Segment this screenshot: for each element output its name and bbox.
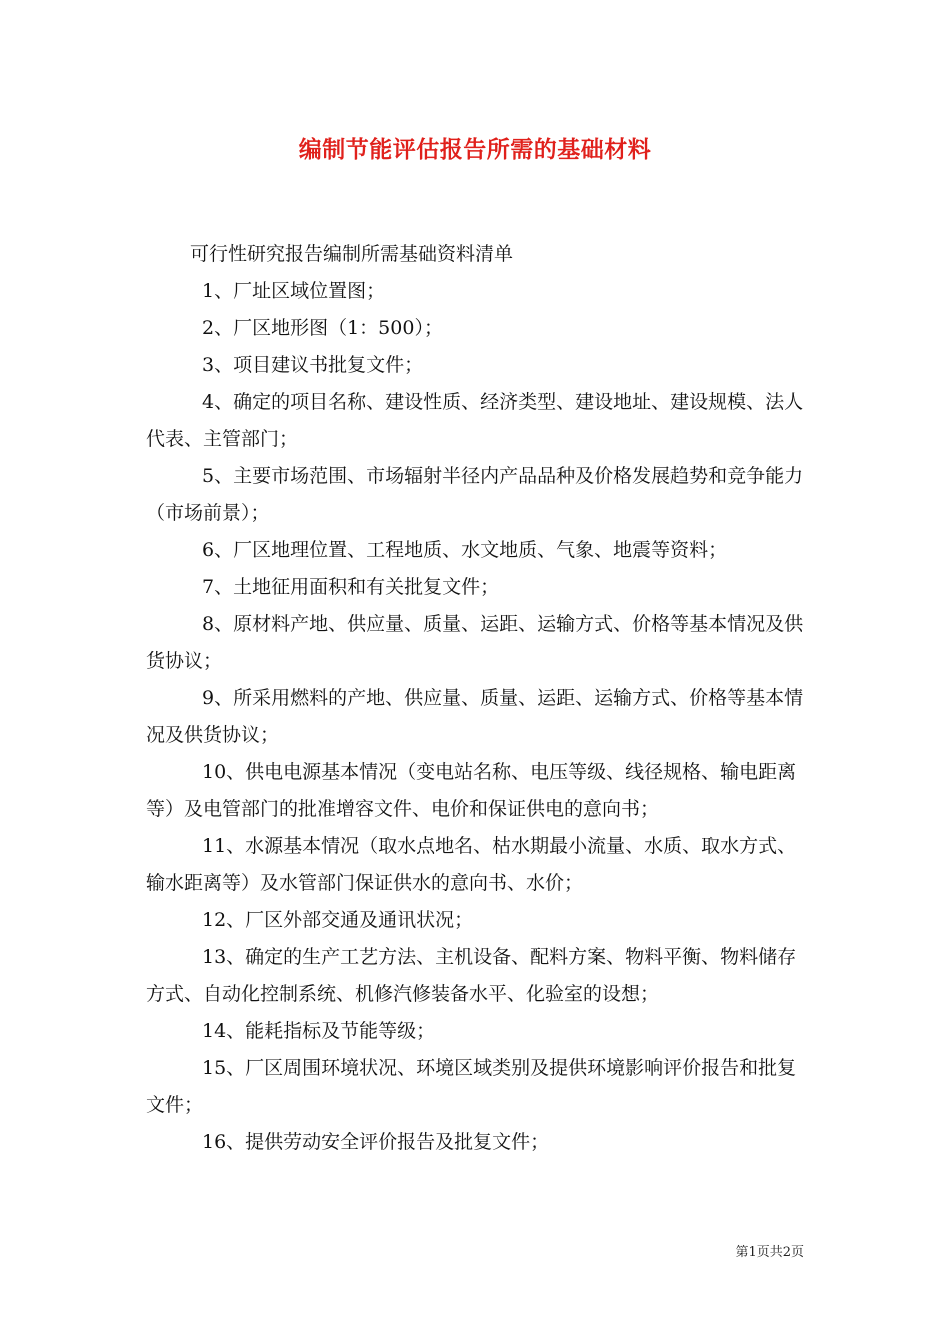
list-item: 9、所采用燃料的产地、供应量、质量、运距、运输方式、价格等基本情况及供货协议； xyxy=(146,687,804,746)
list-item: 13、确定的生产工艺方法、主机设备、配料方案、物料平衡、物料储存方式、自动化控制系统、机修汽修装备水平、化验室的设想； xyxy=(146,946,797,1005)
list-item: 2、厂区地形图（1：500）； xyxy=(202,317,443,339)
list-item: 4、确定的项目名称、建设性质、经济类型、建设地址、建设规模、法人代表、主管部门； xyxy=(146,391,804,450)
list-item: 14、能耗指标及节能等级； xyxy=(202,1020,436,1042)
document-body xyxy=(146,236,810,1161)
list-item: 7、土地征用面积和有关批复文件； xyxy=(202,576,500,598)
list-item: 1、厂址区域位置图； xyxy=(202,280,386,302)
list-item: 3、项目建议书批复文件； xyxy=(202,354,424,376)
list-item: 11、水源基本情况（取水点地名、枯水期最小流量、水质、取水方式、输水距离等）及水管部门保证供水的意向书、水价； xyxy=(146,835,797,894)
list-item: 5、主要市场范围、市场辐射半径内产品品种及价格发展趋势和竞争能力（市场前景）； xyxy=(146,465,804,524)
list-item: 12、厂区外部交通及通讯状况； xyxy=(202,909,474,931)
list-item: 8、原材料产地、供应量、质量、运距、运输方式、价格等基本情况及供货协议； xyxy=(146,613,804,672)
list-item: 6、厂区地理位置、工程地质、水文地质、气象、地震等资料； xyxy=(202,539,728,561)
list-intro: 可行性研究报告编制所需基础资料清单 xyxy=(190,243,514,265)
list-item: 15、厂区周围环境状况、环境区域类别及提供环境影响评价报告和批复文件； xyxy=(146,1057,797,1116)
list-item: 16、提供劳动安全评价报告及批复文件； xyxy=(202,1131,550,1153)
document-title: 编制节能评估报告所需的基础材料 xyxy=(298,136,652,163)
list-item: 10、供电电源基本情况（变电站名称、电压等级、线径规格、输电距离等）及电管部门的批准增容文件、电价和保证供电的意向书； xyxy=(146,761,797,820)
page-number: 第1页共2页 xyxy=(735,1245,804,1260)
